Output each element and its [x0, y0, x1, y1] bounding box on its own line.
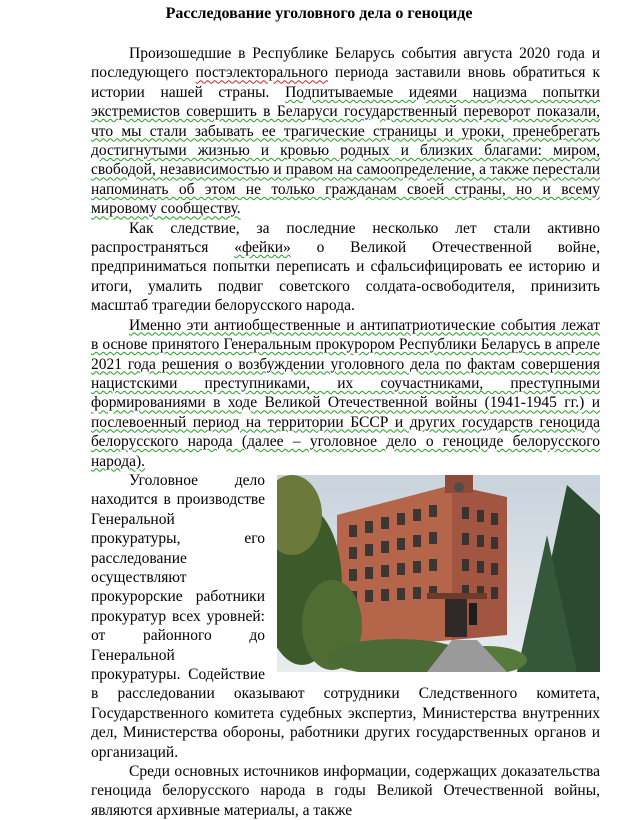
prosecutor-building-photo [277, 475, 600, 672]
p1-text-a: Произошедшие в Республике Беларусь события августа 2020 года и последующего [91, 45, 600, 82]
paragraph-1 [91, 44, 600, 219]
paragraph-5 [91, 762, 600, 820]
document-body [91, 44, 600, 820]
p3-text-a: Именно эти антиобщественные и антипатриотические события лежат в основе [91, 316, 600, 354]
p2-text-c: о Великой Отечественной войне, предприниматься попытки переписать и сфальсифицировать ее историю и итоги, умалить подвиг советского солдата-освободителя, принизить масштаб трагедии белорусского народа. [91, 239, 600, 315]
p4-text: Уголовное дело находится в производстве Генеральной прокуратуры, его расследование осуществляют прокурорские работники прокуратур всех уровней: от районного до Генеральной прокуратуры. Содействие в расследовании оказывают сотрудники Следственного комитета, Государственного комитета судебных экспертиз, Министерства внутренних дел, Министерства обороны, работники других государственных органов и организаций. [91, 471, 600, 761]
building-image [277, 475, 600, 672]
p3-text-b: принятого Генеральным прокурором Республики Беларусь в апреле 2021 года решения о возбуждении уголовного дела по фактам совершения нацистскими преступниками, их соучастниками, преступными формированиями в ходе Великой Отечественной войны (1941-1945 гг.) и послевоенный период на территории БССР и других государств геноцида белорусского народа (далее – уголовное дело о геноциде белорусского народа). [91, 336, 600, 470]
p1-text-b: постэлекторального [195, 64, 328, 82]
p2-text-a: Как следствие, за последние несколько лет стали активно распространяться [91, 219, 600, 257]
p1-text-d: Подпитываемые идеями нацизма попытки экстремистов совершить в Беларуси государственный переворот показали, что мы стали забывать ее трагические страницы и уроки, пренебрегать достигнутыми жизнью и кровью родных и близких благами: миром, свободой, независимостью и правом на самоопределение, а также перестали напоминать об этом не только гражданам своей страны, но и всему мировому сообществу. [91, 83, 600, 218]
paragraph-2 [91, 219, 600, 316]
p5-text: Среди основных источников информации, содержащих доказательства геноцида белорусского народа в годы Великой Отечественной войны, являются архивные материалы, а также [91, 763, 600, 819]
paragraph-3 [91, 316, 600, 471]
document-title: Расследование уголовного дела о геноциде [165, 5, 473, 22]
p1-text-c: периода заставили вновь обратиться к истории нашей страны. [91, 64, 600, 101]
p2-text-b: «фейки» [234, 239, 291, 257]
